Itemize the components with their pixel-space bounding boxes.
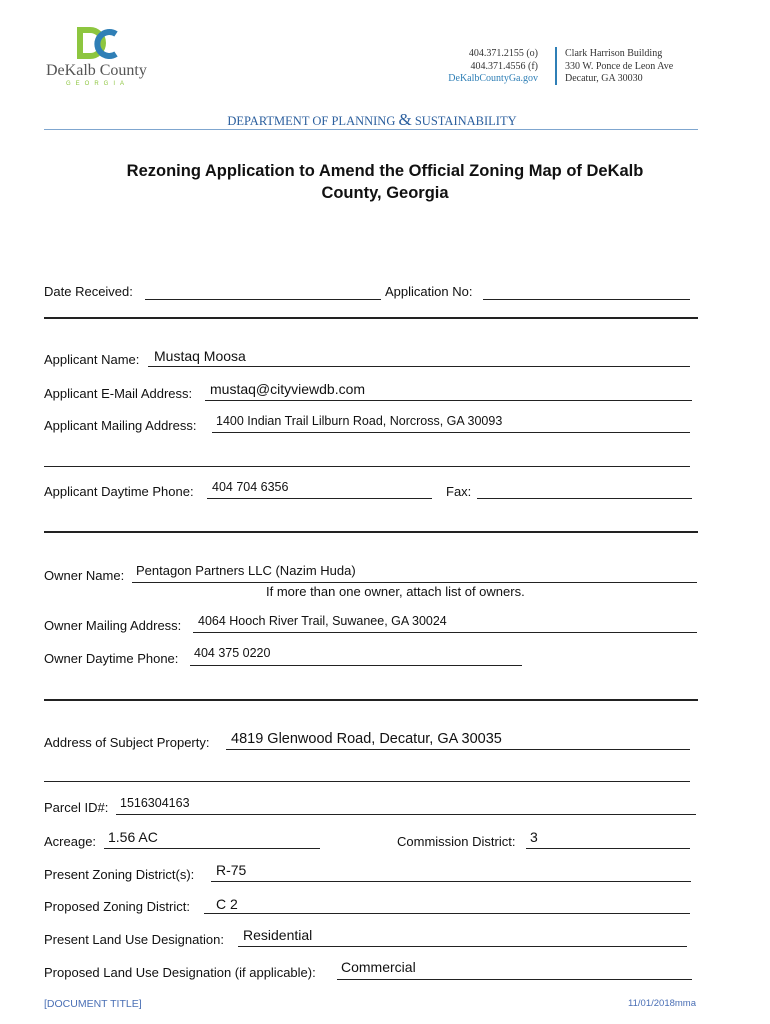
phone-fax: 404.371.4556 (f) <box>470 60 538 72</box>
acreage-value: 1.56 AC <box>108 829 158 845</box>
applicant-address-label: Applicant Mailing Address: <box>44 418 197 433</box>
section-divider <box>44 699 698 701</box>
parcel-value: 1516304163 <box>120 796 190 810</box>
title-line-2: County, Georgia <box>321 184 449 202</box>
date-code: 11/01/2018mma <box>628 998 696 1009</box>
department-name: DEPARTMENT OF PLANNING <box>227 114 396 128</box>
department-rule <box>44 129 698 130</box>
parcel-field[interactable] <box>116 800 696 815</box>
address-block <box>565 48 673 86</box>
present-zoning-label: Present Zoning District(s): <box>44 867 195 882</box>
fax-label: Fax: <box>446 484 472 499</box>
applicant-email-label: Applicant E-Mail Address: <box>44 386 193 401</box>
applicant-phone-label: Applicant Daytime Phone: <box>44 484 194 499</box>
proposed-land-use-label: Proposed Land Use Designation (if applicable): <box>44 965 316 980</box>
header-divider <box>555 47 557 85</box>
date-received-field[interactable] <box>145 285 381 300</box>
commission-district-field[interactable] <box>526 834 690 849</box>
website-link[interactable]: DeKalbCountyGa.gov <box>448 73 538 84</box>
page-title <box>0 160 770 204</box>
section-divider <box>44 531 698 533</box>
proposed-zoning-label: Proposed Zoning District: <box>44 899 190 914</box>
property-address-value: 4819 Glenwood Road, Decatur, GA 30035 <box>231 731 502 747</box>
property-address-label: Address of Subject Property: <box>44 735 210 750</box>
commission-district-value: 3 <box>530 829 538 845</box>
title-line-1: Rezoning Application to Amend the Official Zoning Map of DeKalb <box>126 162 644 180</box>
fax-field[interactable] <box>477 484 692 499</box>
document-title: [DOCUMENT TITLE] <box>44 998 142 1010</box>
city-address: Decatur, GA 30030 <box>565 73 643 84</box>
present-land-use-value: Residential <box>243 927 313 943</box>
section-divider <box>44 317 698 319</box>
acreage-label: Acreage: <box>44 834 97 849</box>
application-no-field[interactable] <box>483 285 690 300</box>
proposed-land-use-value: Commercial <box>341 959 416 975</box>
application-no-label: Application No: <box>385 284 473 299</box>
present-land-use-label: Present Land Use Designation: <box>44 932 224 947</box>
owner-note: If more than one owner, attach list of owners. <box>266 584 525 599</box>
contact-block <box>448 48 538 86</box>
applicant-email-value: mustaq@cityviewdb.com <box>210 381 366 397</box>
applicant-name-label: Applicant Name: <box>44 352 140 367</box>
owner-phone-value: 404 375 0220 <box>194 646 271 660</box>
phone-office: 404.371.2155 (o) <box>468 48 538 59</box>
owner-address-label: Owner Mailing Address: <box>44 618 182 633</box>
owner-name-value: Pentagon Partners LLC (Nazim Huda) <box>136 563 356 578</box>
logo-name: DeKalb County <box>46 62 147 79</box>
date-received-label: Date Received: <box>44 284 133 299</box>
parcel-label: Parcel ID#: <box>44 800 109 815</box>
logo-subtitle: GEORGIA <box>66 81 130 87</box>
proposed-zoning-field[interactable] <box>204 899 690 914</box>
commission-district-label: Commission District: <box>397 834 516 849</box>
building-name: Clark Harrison Building <box>565 48 663 59</box>
applicant-name-value: Mustaq Moosa <box>154 348 246 364</box>
owner-phone-label: Owner Daytime Phone: <box>44 651 179 666</box>
applicant-address-value: 1400 Indian Trail Lilburn Road, Norcross, GA 30093 <box>216 414 503 428</box>
present-zoning-field[interactable] <box>211 867 691 882</box>
department-heading <box>0 110 744 130</box>
street-address: 330 W. Ponce de Leon Ave <box>565 60 674 72</box>
department-name-2: SUSTAINABILITY <box>414 114 517 128</box>
applicant-address-field-2[interactable] <box>44 452 690 467</box>
dekalb-logo <box>44 26 154 92</box>
dc-logo-icon <box>44 26 154 62</box>
owner-name-label: Owner Name: <box>44 568 125 583</box>
applicant-phone-value: 404 704 6356 <box>212 480 289 494</box>
present-zoning-value: R-75 <box>216 862 247 878</box>
owner-address-value: 4064 Hooch River Trail, Suwanee, GA 30024 <box>198 614 447 628</box>
property-address-field-2[interactable] <box>44 767 690 782</box>
proposed-zoning-value: C 2 <box>216 896 238 912</box>
department-ampersand: & <box>398 110 412 129</box>
